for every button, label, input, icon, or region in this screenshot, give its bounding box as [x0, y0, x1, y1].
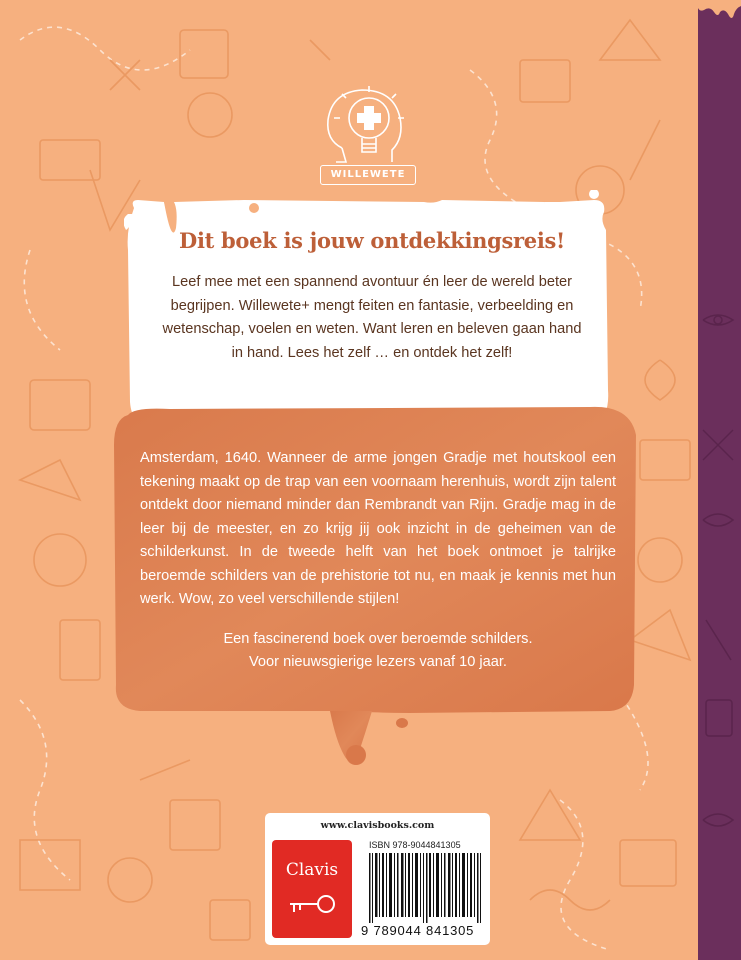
isbn-text: ISBN 978-9044841305	[369, 840, 461, 850]
card-headline: Dit boek is jouw ontdekkingsreis!	[179, 228, 565, 253]
barcode	[367, 853, 485, 923]
key-icon	[286, 892, 338, 918]
tagline-line-2: Voor nieuwsgierige lezers vanaf 10 jaar.	[249, 654, 507, 670]
book-spine	[698, 0, 741, 960]
willewete-badge: WILLEWETE	[320, 165, 416, 185]
story-paragraph: Amsterdam, 1640. Wanneer de arme jongen Gradje met houtskool een tekening maakt op de trap van een voornaam herenhuis, wordt zijn talent ontdekt door niemand minder dan Rembrandt van Rijn. Gradje mag in de leer bij de meester, en zo krijg jij ook inzicht in de geheimen van de schilderkunst. In de tweede helft van het boek ontmoet je talrijke beroemde schilders van de prehistorie tot nu, en maak je kennis met hun werk. Wow, zo veel verschillende stijlen!	[140, 450, 616, 607]
spine-doodles	[698, 0, 741, 960]
barcode-digits: 9 789044 841305	[361, 923, 475, 938]
clavis-logo	[272, 840, 352, 938]
publisher-barcode-box	[265, 813, 490, 945]
tagline	[140, 628, 616, 675]
publisher-url: www.clavisbooks.com	[320, 820, 435, 831]
card-intro: Leef mee met een spannend avontuur én leer de wereld beter begrijpen. Willewete+ mengt feiten en fantasie, verbeelding en wetenschap, voelen en weten. Want leren en beleven gaan hand in hand. Lees het zelf … en ontdek het zelf!	[162, 274, 582, 361]
clavis-logo-text: Clavis	[285, 860, 339, 880]
tagline-line-1: Een fascinerend boek over beroemde schilders.	[223, 630, 533, 647]
